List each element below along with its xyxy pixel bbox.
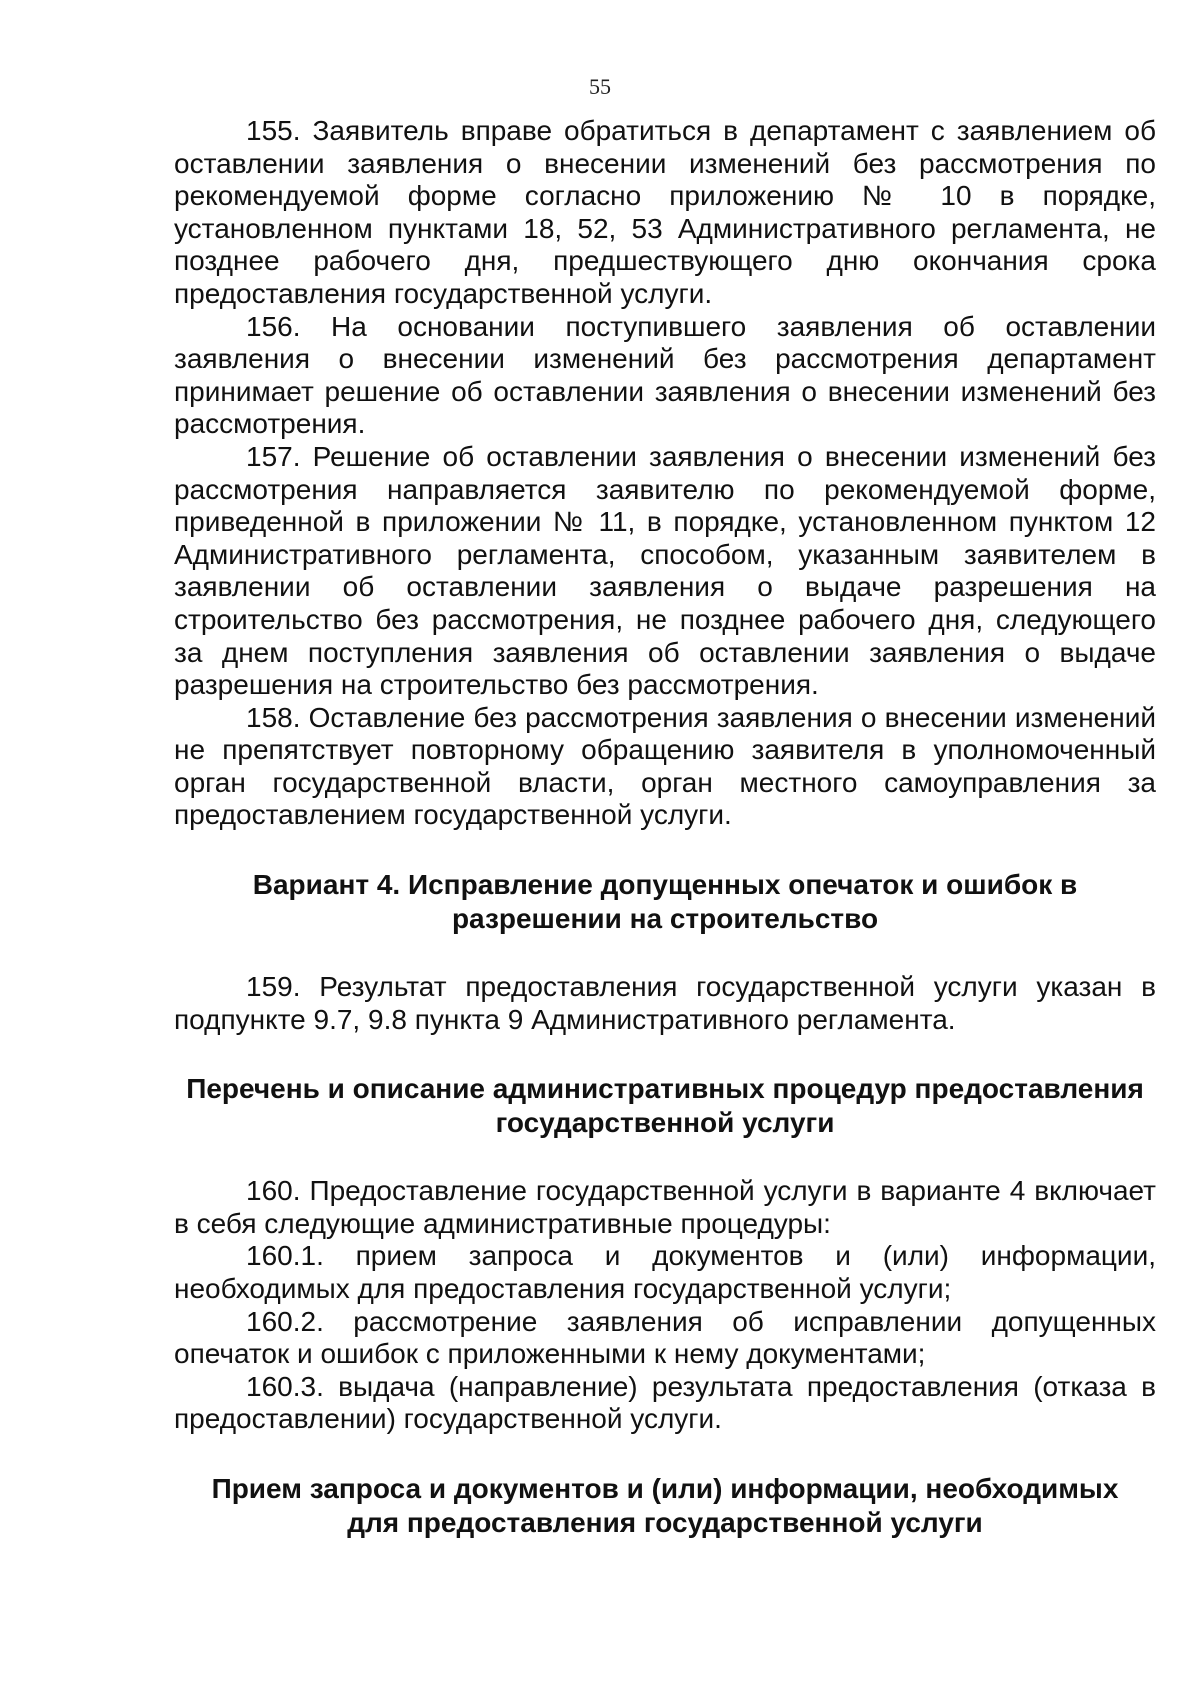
paragraph-160: 160. Предоставление государственной услуги в варианте 4 включает в себя следующие административные процедуры: bbox=[174, 1175, 1156, 1239]
document-body bbox=[174, 115, 1156, 1540]
heading-variant-4 bbox=[174, 868, 1156, 936]
paragraph-157: 157. Решение об оставлении заявления о внесении изменений без рассмотрения направляется заявителю по рекомендуемой форме, приведенной в приложении № 11, в порядке, установленном пунктом 12 Административного регламента, способом, указанным заявителем в заявлении об оставлении заявления о выдаче разрешения на строительство без рассмотрения, не позднее рабочего дня, следующего за днем поступления заявления об оставлении заявления о выдаче разрешения на строительство без рассмотрения. bbox=[174, 440, 1156, 701]
paragraph-160-2: 160.2. рассмотрение заявления об исправлении допущенных опечаток и ошибок с приложенными к нему документами; bbox=[174, 1305, 1156, 1370]
heading-reception-line2: для предоставления государственной услуги bbox=[347, 1507, 983, 1538]
heading-procedures-line1: Перечень и описание административных процедур предоставления bbox=[186, 1073, 1144, 1105]
heading-reception-line1: Прием запроса и документов и (или) информации, необходимых bbox=[211, 1473, 1119, 1504]
heading-procedures-line2: государственной услуги bbox=[495, 1107, 835, 1139]
heading-variant-4-line1: Вариант 4. Исправление допущенных опечаток и ошибок в bbox=[252, 869, 1078, 901]
paragraph-155: 155. Заявитель вправе обратиться в департамент с заявлением об оставлении заявления о внесении изменений без рассмотрения по рекомендуемой форме согласно приложению № 10 в порядке, установленном пунктами 18, 52, 53 Административного регламента, не позднее рабочего дня, предшествующего дню окончания срока предоставления государственной услуги. bbox=[174, 115, 1156, 309]
paragraph-160-3: 160.3. выдача (направление) результата предоставления (отказа в предоставлении) государственной услуги. bbox=[174, 1370, 1156, 1435]
paragraph-159: 159. Результат предоставления государственной услуги указан в подпункте 9.7, 9.8 пункта 9 Административного регламента. bbox=[174, 971, 1156, 1035]
paragraph-158: 158. Оставление без рассмотрения заявления о внесении изменений не препятствует повторному обращению заявителя в уполномоченный орган государственной власти, орган местного самоуправления за предоставлением государственной услуги. bbox=[174, 701, 1156, 831]
page-number: 55 bbox=[589, 74, 611, 99]
heading-variant-4-line2: разрешении на строительство bbox=[451, 903, 879, 935]
paragraph-156: 156. На основании поступившего заявления об оставлении заявления о внесении изменений без рассмотрения департамент принимает решение об оставлении заявления о внесении изменений без рассмотрения. bbox=[174, 310, 1156, 440]
heading-reception bbox=[174, 1472, 1156, 1540]
paragraph-160-1: 160.1. прием запроса и документов и (или) информации, необходимых для предоставления государственной услуги; bbox=[174, 1240, 1156, 1305]
heading-procedures bbox=[174, 1072, 1156, 1140]
